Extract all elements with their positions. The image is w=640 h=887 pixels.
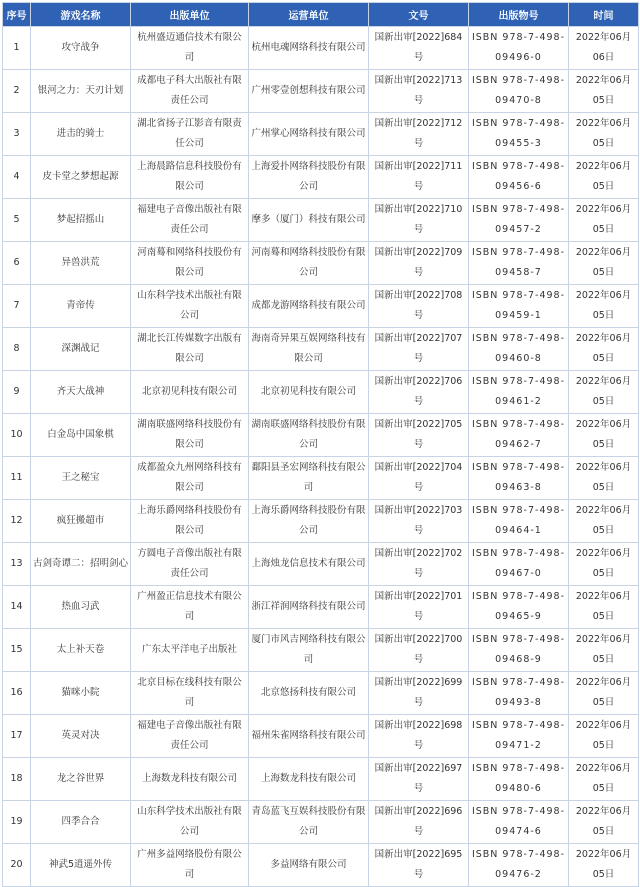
table-row	[3, 715, 639, 758]
cell-date: 2022年06月05日	[569, 457, 639, 500]
cell-game-name: 皮卡堂之梦想起源	[31, 156, 131, 199]
cell-publisher: 山东科学技术出版社有限公司	[131, 285, 249, 328]
cell-game-name: 龙之谷世界	[31, 758, 131, 801]
cell-no: 2	[3, 70, 31, 113]
cell-isbn: ISBN 978-7-498-09463-8	[469, 457, 569, 500]
cell-date: 2022年06月05日	[569, 371, 639, 414]
cell-publisher: 成都盈众九州网络科技有限公司	[131, 457, 249, 500]
table-row	[3, 199, 639, 242]
cell-no: 1	[3, 27, 31, 70]
cell-date: 2022年06月05日	[569, 113, 639, 156]
cell-operator: 上海烛龙信息技术有限公司	[249, 543, 369, 586]
cell-approval-number: 国新出审[2022]713号	[369, 70, 469, 113]
table-row	[3, 844, 639, 887]
table-row	[3, 758, 639, 801]
cell-operator: 多益网络有限公司	[249, 844, 369, 887]
cell-isbn: ISBN 978-7-498-09471-2	[469, 715, 569, 758]
cell-no: 20	[3, 844, 31, 887]
cell-no: 16	[3, 672, 31, 715]
cell-no: 4	[3, 156, 31, 199]
table-row	[3, 414, 639, 457]
cell-approval-number: 国新出审[2022]697号	[369, 758, 469, 801]
cell-publisher: 北京目标在线科技有限公司	[131, 672, 249, 715]
table-row	[3, 801, 639, 844]
cell-game-name: 进击的骑士	[31, 113, 131, 156]
cell-operator: 北京悠扬科技有限公司	[249, 672, 369, 715]
cell-publisher: 福建电子音像出版社有限责任公司	[131, 199, 249, 242]
cell-approval-number: 国新出审[2022]706号	[369, 371, 469, 414]
header-operator: 运营单位	[249, 3, 369, 27]
game-approval-table	[2, 2, 639, 887]
table-row	[3, 629, 639, 672]
cell-operator: 浙江祥润网络科技有限公司	[249, 586, 369, 629]
table-row	[3, 672, 639, 715]
table-row	[3, 70, 639, 113]
header-row	[3, 3, 639, 27]
cell-no: 13	[3, 543, 31, 586]
cell-no: 19	[3, 801, 31, 844]
header-approval-number: 文号	[369, 3, 469, 27]
cell-publisher: 广东太平洋电子出版社	[131, 629, 249, 672]
cell-approval-number: 国新出审[2022]710号	[369, 199, 469, 242]
cell-isbn: ISBN 978-7-498-09476-2	[469, 844, 569, 887]
cell-approval-number: 国新出审[2022]709号	[369, 242, 469, 285]
table-row	[3, 543, 639, 586]
cell-publisher: 湖北省扬子江影音有限责任公司	[131, 113, 249, 156]
cell-isbn: ISBN 978-7-498-09474-6	[469, 801, 569, 844]
cell-approval-number: 国新出审[2022]698号	[369, 715, 469, 758]
cell-no: 8	[3, 328, 31, 371]
cell-no: 3	[3, 113, 31, 156]
cell-operator: 摩多（厦门）科技有限公司	[249, 199, 369, 242]
cell-operator: 杭州电魂网络科技有限公司	[249, 27, 369, 70]
cell-operator: 上海爱扑网络科技股份有限公司	[249, 156, 369, 199]
cell-date: 2022年06月05日	[569, 285, 639, 328]
cell-game-name: 白金岛中国象棋	[31, 414, 131, 457]
cell-no: 15	[3, 629, 31, 672]
table-row	[3, 27, 639, 70]
cell-date: 2022年06月05日	[569, 586, 639, 629]
cell-operator: 成都龙游网络科技有限公司	[249, 285, 369, 328]
cell-date: 2022年06月05日	[569, 242, 639, 285]
cell-date: 2022年06月05日	[569, 672, 639, 715]
cell-isbn: ISBN 978-7-498-09464-1	[469, 500, 569, 543]
header-publisher: 出版单位	[131, 3, 249, 27]
header-no: 序号	[3, 3, 31, 27]
cell-operator: 湖南联盛网络科技股份有限公司	[249, 414, 369, 457]
cell-publisher: 杭州盛迈通信技术有限公司	[131, 27, 249, 70]
cell-publisher: 上海乐爵网络科技股份有限公司	[131, 500, 249, 543]
cell-date: 2022年06月05日	[569, 328, 639, 371]
cell-publisher: 河南蓦和网络科技股份有限公司	[131, 242, 249, 285]
table-header	[3, 3, 639, 27]
table-row	[3, 156, 639, 199]
cell-game-name: 攻守战争	[31, 27, 131, 70]
cell-date: 2022年06月05日	[569, 70, 639, 113]
cell-publisher: 成都电子科大出版社有限责任公司	[131, 70, 249, 113]
cell-game-name: 异兽洪荒	[31, 242, 131, 285]
cell-no: 11	[3, 457, 31, 500]
cell-isbn: ISBN 978-7-498-09462-7	[469, 414, 569, 457]
cell-approval-number: 国新出审[2022]702号	[369, 543, 469, 586]
header-date: 时间	[569, 3, 639, 27]
cell-approval-number: 国新出审[2022]704号	[369, 457, 469, 500]
cell-no: 5	[3, 199, 31, 242]
cell-operator: 上海乐爵网络科技股份有限公司	[249, 500, 369, 543]
cell-date: 2022年06月05日	[569, 543, 639, 586]
cell-no: 17	[3, 715, 31, 758]
cell-date: 2022年06月05日	[569, 500, 639, 543]
cell-approval-number: 国新出审[2022]705号	[369, 414, 469, 457]
cell-date: 2022年06月06日	[569, 27, 639, 70]
cell-no: 6	[3, 242, 31, 285]
cell-no: 9	[3, 371, 31, 414]
game-approval-table-container	[2, 2, 638, 887]
cell-publisher: 上海晨路信息科技股份有限公司	[131, 156, 249, 199]
cell-operator: 广州零壹创想科技有限公司	[249, 70, 369, 113]
cell-date: 2022年06月05日	[569, 758, 639, 801]
cell-date: 2022年06月05日	[569, 156, 639, 199]
cell-publisher: 上海数龙科技有限公司	[131, 758, 249, 801]
cell-operator: 上海数龙科技有限公司	[249, 758, 369, 801]
cell-no: 14	[3, 586, 31, 629]
cell-no: 12	[3, 500, 31, 543]
cell-approval-number: 国新出审[2022]708号	[369, 285, 469, 328]
cell-operator: 青岛蓝飞互娱科技股份有限公司	[249, 801, 369, 844]
cell-isbn: ISBN 978-7-498-09459-1	[469, 285, 569, 328]
table-body	[3, 27, 639, 887]
cell-isbn: ISBN 978-7-498-09458-7	[469, 242, 569, 285]
header-game-name: 游戏名称	[31, 3, 131, 27]
cell-no: 18	[3, 758, 31, 801]
cell-game-name: 青帝传	[31, 285, 131, 328]
cell-game-name: 银河之力：天刃计划	[31, 70, 131, 113]
cell-isbn: ISBN 978-7-498-09496-0	[469, 27, 569, 70]
cell-publisher: 方圆电子音像出版社有限责任公司	[131, 543, 249, 586]
cell-operator: 北京初见科技有限公司	[249, 371, 369, 414]
cell-operator: 广州掌心网络科技有限公司	[249, 113, 369, 156]
cell-publisher: 湖南联盛网络科技股份有限公司	[131, 414, 249, 457]
cell-no: 7	[3, 285, 31, 328]
cell-game-name: 猫咪小院	[31, 672, 131, 715]
cell-isbn: ISBN 978-7-498-09455-3	[469, 113, 569, 156]
cell-isbn: ISBN 978-7-498-09460-8	[469, 328, 569, 371]
cell-isbn: ISBN 978-7-498-09461-2	[469, 371, 569, 414]
cell-publisher: 福建电子音像出版社有限责任公司	[131, 715, 249, 758]
cell-date: 2022年06月05日	[569, 844, 639, 887]
cell-operator: 鄱阳县圣宏网络科技有限公司	[249, 457, 369, 500]
cell-approval-number: 国新出审[2022]695号	[369, 844, 469, 887]
cell-isbn: ISBN 978-7-498-09467-0	[469, 543, 569, 586]
cell-approval-number: 国新出审[2022]707号	[369, 328, 469, 371]
cell-date: 2022年06月05日	[569, 199, 639, 242]
cell-isbn: ISBN 978-7-498-09465-9	[469, 586, 569, 629]
cell-game-name: 英灵对决	[31, 715, 131, 758]
cell-publisher: 北京初见科技有限公司	[131, 371, 249, 414]
cell-game-name: 热血习武	[31, 586, 131, 629]
cell-isbn: ISBN 978-7-498-09468-9	[469, 629, 569, 672]
cell-operator: 福州朱雀网络科技有限公司	[249, 715, 369, 758]
cell-game-name: 齐天大战神	[31, 371, 131, 414]
cell-approval-number: 国新出审[2022]684号	[369, 27, 469, 70]
cell-approval-number: 国新出审[2022]696号	[369, 801, 469, 844]
cell-approval-number: 国新出审[2022]703号	[369, 500, 469, 543]
table-row	[3, 113, 639, 156]
cell-date: 2022年06月05日	[569, 629, 639, 672]
cell-isbn: ISBN 978-7-498-09457-2	[469, 199, 569, 242]
cell-isbn: ISBN 978-7-498-09493-8	[469, 672, 569, 715]
cell-operator: 厦门市风吉网络科技有限公司	[249, 629, 369, 672]
cell-approval-number: 国新出审[2022]699号	[369, 672, 469, 715]
table-row	[3, 371, 639, 414]
cell-game-name: 梦起招摇山	[31, 199, 131, 242]
cell-operator: 海南奇异果互娱网络科技有限公司	[249, 328, 369, 371]
cell-operator: 河南蓦和网络科技股份有限公司	[249, 242, 369, 285]
cell-date: 2022年06月05日	[569, 414, 639, 457]
cell-game-name: 太上补天卷	[31, 629, 131, 672]
cell-date: 2022年06月05日	[569, 801, 639, 844]
cell-game-name: 王之秘宝	[31, 457, 131, 500]
cell-approval-number: 国新出审[2022]711号	[369, 156, 469, 199]
cell-game-name: 疯狂搬超市	[31, 500, 131, 543]
table-row	[3, 285, 639, 328]
cell-date: 2022年06月05日	[569, 715, 639, 758]
cell-game-name: 四季合合	[31, 801, 131, 844]
cell-game-name: 深渊战记	[31, 328, 131, 371]
cell-publisher: 山东科学技术出版社有限公司	[131, 801, 249, 844]
header-isbn: 出版物号	[469, 3, 569, 27]
table-row	[3, 328, 639, 371]
cell-isbn: ISBN 978-7-498-09456-6	[469, 156, 569, 199]
cell-publisher: 广州盈正信息技术有限公司	[131, 586, 249, 629]
cell-game-name: 古剑奇谭二：招明剑心	[31, 543, 131, 586]
table-row	[3, 242, 639, 285]
table-row	[3, 586, 639, 629]
cell-approval-number: 国新出审[2022]712号	[369, 113, 469, 156]
cell-isbn: ISBN 978-7-498-09480-6	[469, 758, 569, 801]
cell-publisher: 湖北长江传媒数字出版有限公司	[131, 328, 249, 371]
cell-approval-number: 国新出审[2022]700号	[369, 629, 469, 672]
table-row	[3, 457, 639, 500]
cell-publisher: 广州多益网络股份有限公司	[131, 844, 249, 887]
table-row	[3, 500, 639, 543]
cell-isbn: ISBN 978-7-498-09470-8	[469, 70, 569, 113]
cell-approval-number: 国新出审[2022]701号	[369, 586, 469, 629]
cell-game-name: 神武5逍遥外传	[31, 844, 131, 887]
cell-no: 10	[3, 414, 31, 457]
